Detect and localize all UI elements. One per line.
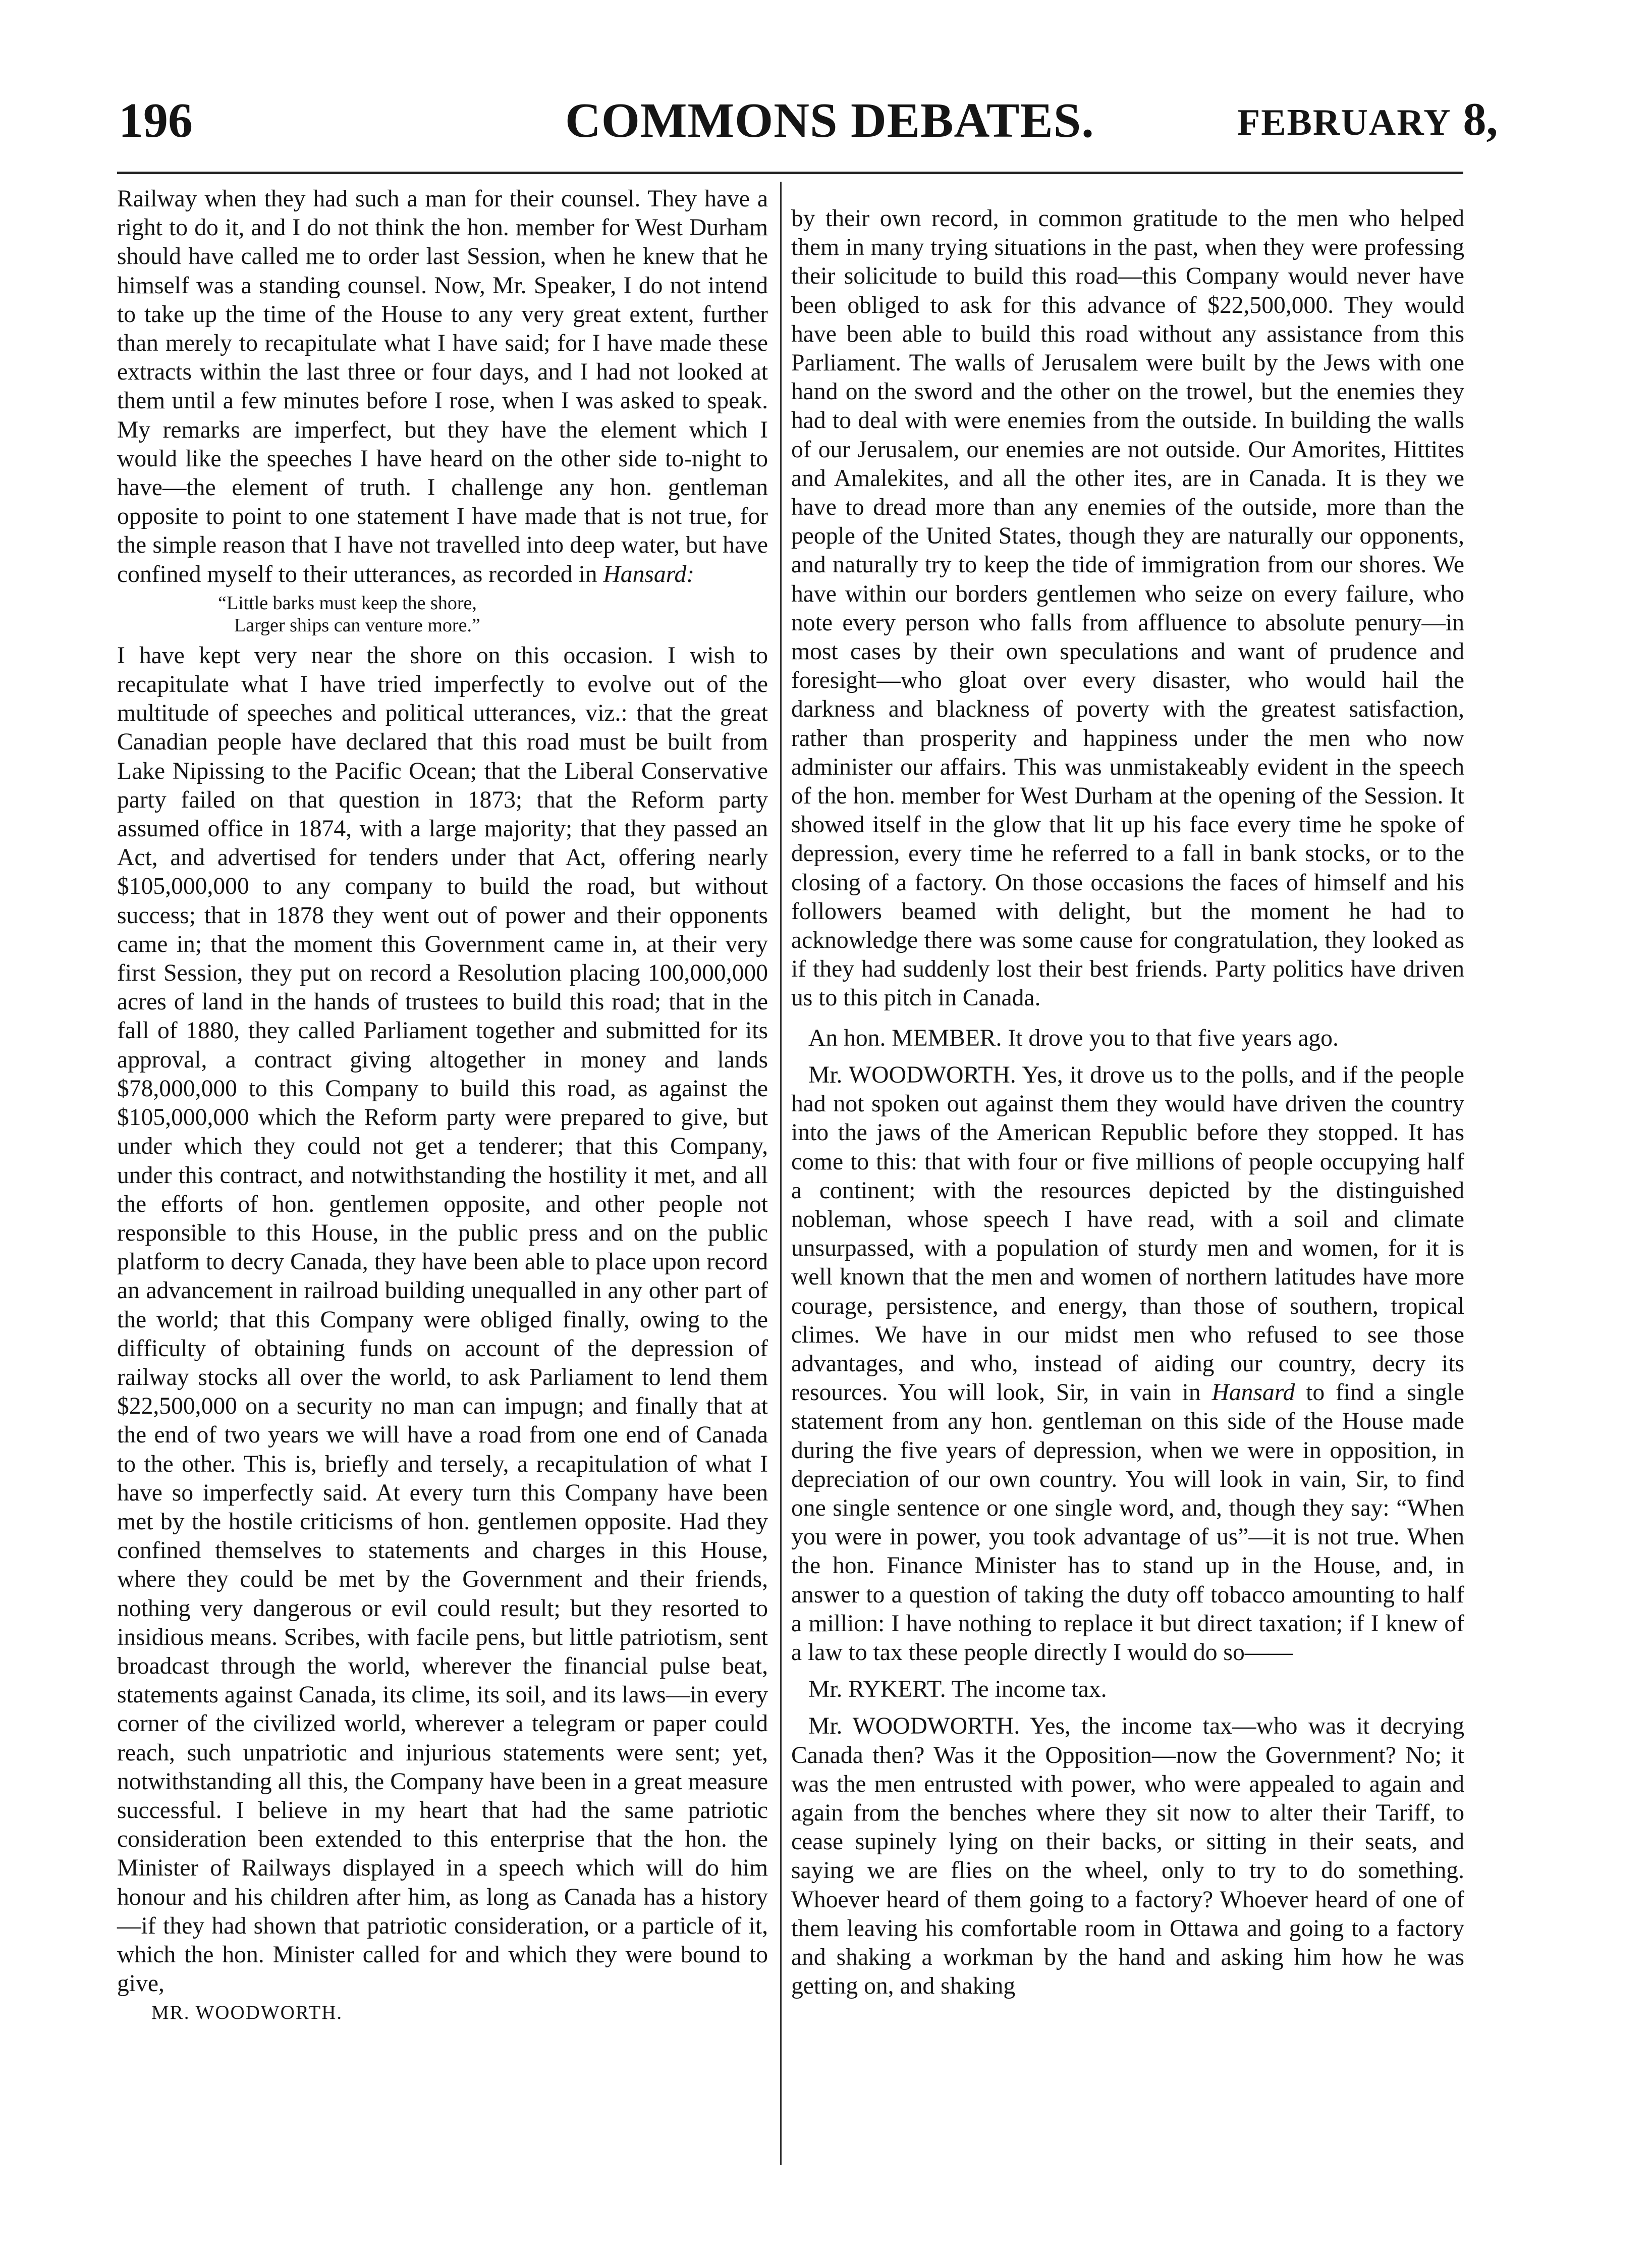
speech-text: Yes, the income tax—who was it decrying Canada then? Was it the Opposition—now the Government? No; it was the men entrusted with power, who were appealed to again and again from the benches where they sit now to alter their Tariff, to cease supinely lying on their backs, or sitting in their seats, and saying we are flies on the wheel, only to try to do something. Whoever heard of them going to a factory? Whoever heard of one of them leaving his comfortable room in Ottawa and going to a factory and shaking a workman by the hand and asking him how he was getting on, and shaking — [791, 1713, 1464, 2000]
verse-quote — [117, 592, 768, 636]
right-column — [791, 204, 1464, 2001]
paragraph — [117, 185, 768, 589]
hansard-reference: Hansard — [1212, 1379, 1295, 1406]
quote-line: Larger ships can venture more.” — [234, 614, 480, 636]
speech-entry — [791, 1712, 1464, 2001]
speaker-name: Mr. WOODWORTH. — [808, 1713, 1020, 1740]
paragraph: by their own record, in common gratitude to the men who helped them in many trying situations in the past, when they were professing their solicitude to build this road—this Company would never have been obliged to ask for this advance of $22,500,000. They would have been able to build this road without any assistance from this Parliament. The walls of Jerusalem were built by the Jews with one hand on the sword and the other on the trowel, but the enemies they had to deal with were enemies from the outside. In building the walls of our Jerusalem, our enemies are not outside. Our Amorites, Hittites and Amalekites, and all the other ites, are in Canada. It is they we have to dread more than any enemies of the outside, more than the people of the United States, though they are naturally our opponents, and naturally try to keep the tide of immigration from our shores. We have within our borders gentlemen who seize on every failure, who note every person who falls from affluence to absolute penury—in most cases by their own speculations and want of prudence and foresight—who gloat over every disaster, who would hail the darkness and blackness of poverty with the greatest satisfaction, rather than prosperity and happiness under the men who now administer our affairs. This was unmistakeably evident in the speech of the hon. member for West Durham at the opening of the Session. It showed itself in the glow that lit up his face every time he spoke of depression, every time he referred to a fall in bank stocks, or to the closing of a factory. On those occasions the faces of himself and his followers beamed with delight, but the moment he had to acknowledge there was some cause for congratulation, they looked as if they had suddenly lost their best friends. Party politics have driven us to this pitch in Canada. — [791, 205, 1464, 1011]
hansard-reference: Hansard: — [603, 561, 695, 587]
speaker-name: Mr. RYKERT. — [808, 1676, 946, 1703]
page-title: COMMONS DEBATES. — [565, 93, 1094, 148]
speech-text: The income tax. — [951, 1676, 1107, 1703]
page-date — [1237, 93, 1498, 145]
page-number: 196 — [119, 93, 193, 148]
speech-entry — [791, 1024, 1464, 1053]
speech-text: to find a single statement from any hon. gentleman on this side of the House made during the five years of depression, when we were in opposition, in depreciation of our own country. You will look in vain, Sir, to find one single sentence or one single word, and, though they say: “When you were in power, you took advantage of us”—it is not true. When the hon. Finance Minister has to stand up in the House, and, in answer to a question of taking the duty off tobacco amounting to half a million: I have nothing to replace it but direct taxation; if I knew of a law to tax these people directly I would do so—— — [791, 1379, 1465, 1666]
paragraph-text: Railway when they had such a man for their counsel. They have a right to do it, and I do not think the hon. member for West Durham should have called me to order last Session, when he knew that he himself was a standing counsel. Now, Mr. Speaker, I do not intend to take up the time of the House to any very great extent, further than merely to recapitulate what I have said; for I have made these extracts within the last three or four days, and I had not looked at them until a few minutes before I rose, when I was asked to speak. My remarks are imperfect, but they have the element which I would like the speeches I have heard on the other side to-night to have—the element of truth. I challenge any hon. gentleman opposite to point to one statement I have made that is not true, for the simple reason that I have not travelled into deep water, but have confined myself to their utterances, as recorded in — [117, 186, 768, 587]
quote-line: “Little barks must keep the shore, — [218, 592, 477, 614]
left-column — [117, 185, 768, 2026]
speech-text: It drove you to that five years ago. — [1008, 1025, 1339, 1051]
paragraph: I have kept very near the shore on this occasion. I wish to recapitulate what I have tried imperfectly to evolve out of the multitude of speeches and political utterances, viz.: that the great Canadian people have declared that this road must be built from Lake Nipissing to the Pacific Ocean; that the Liberal Conservative party failed on that question in 1873; that the Reform party assumed office in 1874, with a large majority; that they passed an Act, and advertised for tenders under that Act, offering nearly $105,000,000 to any company to build the road, but without success; that in 1878 they went out of power and their opponents came in; that the moment this Government came in, at their very first Session, they put on record a Resolution placing 100,000,000 acres of land in the hands of trustees to build this road; that in the fall of 1880, they called Parliament together and submitted for its approval, a contract giving altogether in money and lands $78,000,000 to this Company to build this road, as against the $105,000,000 which the Reform party were prepared to give, but under which they could not get a tenderer; that this Company, under this contract, and notwithstanding the hostility it met, and all the efforts of hon. gentlemen opposite, and other people not responsible to this House, in the public press and on the public platform to decry Canada, they have been able to place upon record an advancement in railroad building unequalled in any other part of the world; that this Company were obliged finally, owing to the difficulty of obtaining funds on account of the depression of railway stocks all over the world, to ask Parliament to lend them $22,500,000 on a security no man can impugn; and finally that at the end of two years we will have a road from one end of Canada to the other. This is, briefly and tersely, a recapitulation of what I have so imperfectly said. At every turn this Company have been met by the hostile criticisms of hon. gentlemen opposite. Had they confined themselves to statements and charges in this House, where they could be met by the Government and their friends, nothing very dangerous or evil could result; but they resorted to insidious means. Scribes, with facile pens, but little patriotism, sent broadcast through the world, wherever the financial pulse beat, statements against Canada, its clime, its soil, and its laws—in every corner of the civilized world, wherever a telegram or paper could reach, such unpatriotic and injurious statements were sent; yet, notwithstanding all this, the Company have been in a great measure successful. I believe in my heart that had the same patriotic consideration been extended to this enterprise that the hon. the Minister of Railways displayed in a speech which will do him honour and his children after him, as long as Canada has a history—if they had shown that patriotic consideration, or a particle of it, which the hon. Minister called for and which they were bound to give, — [117, 642, 768, 1997]
column-divider — [780, 182, 782, 2165]
header-rule — [117, 172, 1463, 174]
speech-text: Yes, it drove us to the polls, and if the people had not spoken out against them they would have driven the country into the jaws of the American Republic before they stopped. It has come to this: that with four or five millions of people occupying half a continent; with the resources depicted by the distinguished nobleman, whose speech I have read, with a soil and climate unsurpassed, with a population of sturdy men and women, for it is well known that the men and women of northern latitudes have more courage, persistence, and energy, than those of southern, tropical climes. We have in our midst men who refused to see those advantages, and who, instead of aiding our country, decry its resources. You will look, Sir, in vain in — [791, 1061, 1464, 1406]
speech-entry — [791, 1061, 1464, 1667]
speaker-name: Mr. WOODWORTH. — [808, 1061, 1016, 1088]
speech-entry — [791, 1675, 1464, 1704]
footer-signature: MR. WOODWORTH. — [151, 2002, 343, 2024]
date-month: FEBRUARY — [1237, 102, 1452, 143]
speaker-name: An hon. MEMBER. — [808, 1025, 1002, 1051]
date-day: 8, — [1463, 93, 1498, 145]
